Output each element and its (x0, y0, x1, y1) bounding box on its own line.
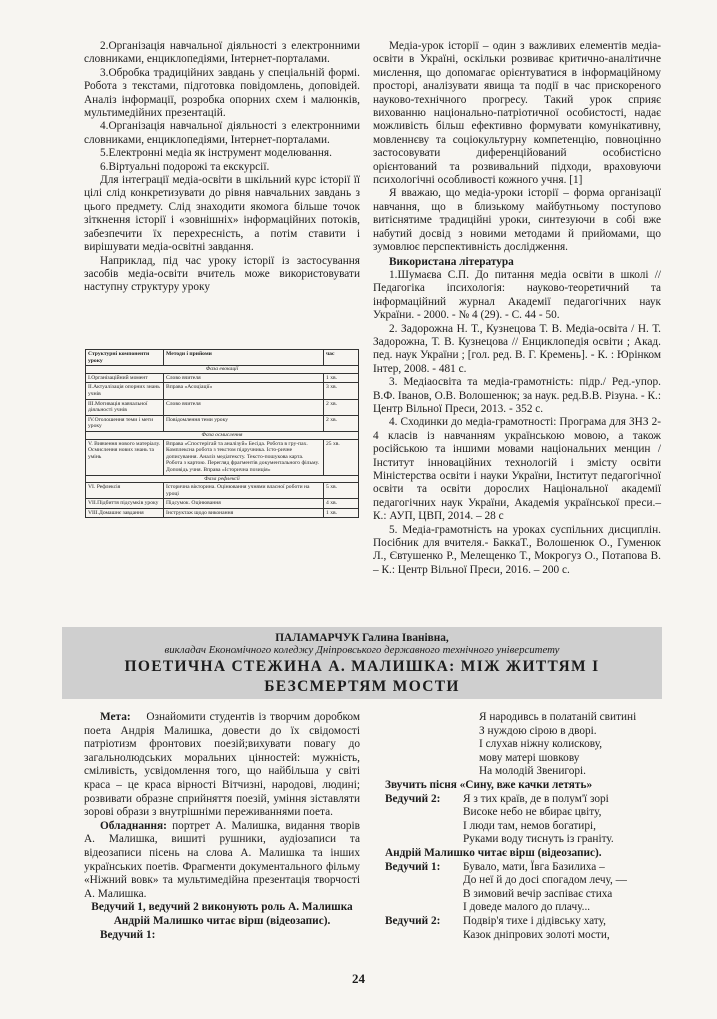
table-row (86, 415, 359, 431)
table-row (86, 439, 359, 475)
reads-poem-line: Андрій Малишко читає вірш (відеозапис). (113, 914, 331, 927)
speaker-line (385, 861, 663, 875)
paragraph: 2.Організація навчальної діяльності з електронними словниками, енциклопедіями, Інтернет-порталами. (84, 40, 360, 66)
equipment-paragraph (84, 820, 360, 902)
equipment-label: Обладнання: (100, 819, 167, 832)
table-cell: 4 хв. (324, 499, 359, 509)
table-cell: VII.Підбиття підсумків уроку (86, 499, 164, 509)
table-row (86, 399, 359, 415)
reference-item: 4. Сходинки до медіа-грамотності: Програма для ЗНЗ 2-4 класів із навчанням українською мовою, а також російською та іншими мовами національних менцин / Інститут інноваційних технологій і змісту освіти Міністерства освіти і науки України, Інститут педагогічної освіти та освіти дорослих Національної академії педагогічних наук України, Академія української преси.– К.: АУП, ЦВП, 2014. – 28 с (373, 416, 661, 523)
table-cell: 25 хв. (324, 439, 359, 475)
table-cell: 3 хв. (324, 383, 359, 399)
table-cell: II.Актуалізація опорних знань учнів (86, 383, 164, 399)
phase-title: Фаза осмислення (86, 431, 359, 439)
verse-line: Руками воду тиснуть із граніту. (463, 833, 614, 846)
verse-line: І люди там, немов богатирі, (463, 819, 596, 832)
paragraph: Для інтеграції медіа-освіти в шкільний курс історії її цілі слід конкретизувати до рівня навчальних завдань з цього предмету. Слід знаходити якомога більше точок зіткнення історії і «зовнішніх» інформаційних потоків, забезпечити їх перехресність, а потім ставити і вирішувати медіа-освітні завдання. (84, 174, 360, 254)
speaker-label: Ведучий 2: (385, 914, 441, 927)
author-name: ПАЛАМАРЧУК Галина Іванівна, (275, 632, 449, 644)
lower-right-column (385, 711, 663, 942)
left-column (84, 40, 360, 295)
reference-item: 5. Медіа-грамотність на уроках суспільних дисциплін. Посібник для вчителя.- БаккаТ., Волошенюк О., Гуменюк Л., Євтушенко Р., Мелещенко Т., Мокрогуз О., Потапова В. – К.: Центр Вільної Преси, 2016. – 200 с. (373, 523, 661, 576)
article-header-band (62, 627, 662, 699)
verse-line: Я з тих країв, де в полум'ї зорі (463, 792, 609, 805)
article-title-line: ПОЕТИЧНА СТЕЖИНА А. МАЛИШКА: МІЖ ЖИТТЯМ І (124, 658, 600, 675)
author-affiliation: викладач Економічного коледжу Дніпровського державного технічного університету (164, 644, 560, 656)
goal-label: Мета: (100, 711, 131, 723)
paragraph: Наприклад, під час уроку історії із застосування засобів медіа-освіти вчитель може використовувати наступну структуру уроку (84, 254, 360, 294)
table-cell: Історична вікторина. Оцінювання учнями власної роботи на уроці (164, 483, 324, 499)
table-cell: Вправа «Асоціації» (164, 383, 324, 399)
table-cell: III.Мотивація навчальної діяльності учнів (86, 399, 164, 415)
phase-title: Фаза рефлексії (86, 475, 359, 483)
article-title-line: БЕЗСМЕРТЯМ МОСТИ (264, 678, 460, 695)
speaker-line (385, 915, 663, 929)
table-cell: Вправа «Спостерігай та аналізуй» Бесіда. Робота в гру-пах. Комплексна робота з текстом підручника. Істо-ричне дописування. Аналіз медіатексту. Тексто-пошукова карта. Робота з картою. Перегляд фрагментів документального фільму. Доповідь учня. Вправа «Історична позиція» (164, 439, 324, 475)
paragraph: 3.Обробка традиційних завдань у спеціальній формі. Робота з текстами, підготовка повідомлень, доповідей. Аналіз інформації, розробка опорних схем і малюнків, мультимедійних презентацій. (84, 66, 360, 120)
table-cell: 5 хв. (324, 483, 359, 499)
paragraph: Я вважаю, що медіа-уроки історії – форма організації навчання, що в близькому майбутньому поступово витіснятиме традиційні уроки, синтезуючи в собі вже набутий досвід з новими методами й прийомами, що зумовлює перспективність дослідження. (373, 187, 661, 254)
table-cell: I.Організаційний момент (86, 373, 164, 383)
verse-line: Бувало, мати, Ївга Базилиха – (463, 860, 605, 873)
phase-row (86, 366, 359, 374)
verse-line: До неї й до досі спогадом лечу, — (463, 874, 627, 887)
right-column (373, 40, 661, 577)
table-cell: Слово вчителя (164, 373, 324, 383)
table-cell: V. Вивчення нового матеріалу. Осмислення нових знань та умінь (86, 439, 164, 475)
verse-line: І слухав ніжну колискову, (479, 738, 603, 751)
roles-line: Ведучий 1, ведучий 2 виконують роль А. Малишка (91, 901, 353, 914)
verse-line: Я народивсь в полатаній свитині (479, 711, 637, 723)
literature-heading: Використана література (389, 255, 514, 268)
reads-poem-line: Андрій Малишко читає вірш (відеозапис). (385, 846, 602, 859)
paragraph: 6.Віртуальні подорожі та екскурсії. (100, 160, 270, 173)
table-row (86, 483, 359, 499)
lesson-structure-table (85, 349, 359, 518)
verse-line: В зимовий вечір заспіває стиха (463, 887, 613, 900)
reference-item: 1.Шумаєва С.П. До питання медіа освіти в школі // Педагогіка іпсихологія: науково-теоретичний та інформаційний журнал Академії педагогічних наук України. - 2000. - № 4 (29). - С. 44 - 50. (373, 268, 661, 322)
table-header-cell: Методи і прийоми (164, 350, 324, 366)
verse-line: І доведе малого до плачу... (463, 901, 591, 914)
table-cell: IV.Оголошення теми і мети уроку (86, 415, 164, 431)
table-row (86, 508, 359, 518)
page-number: 24 (352, 971, 365, 986)
goal-paragraph (84, 711, 360, 820)
table-cell: 2 хв. (324, 415, 359, 431)
table-header-cell: Структурні компоненти уроку (86, 350, 164, 366)
verse-line: мову матері шовкову (479, 751, 580, 764)
table-cell: Інструктаж щодо виконання (164, 508, 324, 518)
reference-item: 2. Задорожна Н. Т., Кузнецова Т. В. Медіа-освіта / Н. Т. Задорожна, Т. В. Кузнецова // Енциклопедія освіти ; Акад. пед. наук України ; [гол. ред. В. Г. Кремень]. - К. : Юрінком Інтер, 2008. - 481 с. (373, 322, 661, 375)
table-cell: 1 хв. (324, 373, 359, 383)
phase-title: Фаза евокації (86, 366, 359, 374)
verse-line: Подвір'я тихе і дідівську хату, (463, 914, 606, 927)
speaker-line (385, 793, 663, 807)
table-cell: VIII.Домашнє завдання (86, 508, 164, 518)
table-header-cell: час (324, 350, 359, 366)
equipment-text: портрет А. Малишка, видання творів А. Малишка, вишиті рушники, аудіозаписи та відеозаписи пісень на слова А. Малишка та інших українських поетів. Фрагменти документального фільму «Ніжний вовк» та мультимедійна презентація творчості А. Малишка. (84, 819, 360, 900)
goal-text: Ознайомити студентів із творчим доробком поета Андрія Малишка, довести до їх свідомості патріотизм фронтових поезій;вихувати повагу до загальнолюдських моральних цінностей: мужність, сміливість, усвідомлення того, що найбільша у світі краса – це краса вірності Вітчизні, народові, людині; розвивати образне сприйняття поезій, уміння зіставляти зорові образи з внутрішніми переживаннями поета. (84, 711, 360, 819)
phase-row (86, 475, 359, 483)
table-cell: 1 хв. (324, 508, 359, 518)
reference-item: 3. Медіаосвіта та медіа-грамотність: підр./ Ред.-упор. В.Ф. Іванов, О.В. Волошенюк; за наук. ред.В.В. Різуна. - К.: Центр Вільної Преси, 2013. - 352 с. (373, 376, 661, 415)
phase-row (86, 431, 359, 439)
lower-left-column (84, 711, 360, 942)
speaker-label: Ведучий 1: (385, 860, 441, 873)
table-cell: Підсумок. Оцінювання (164, 499, 324, 509)
paragraph: 4.Організація навчальної діяльності з електронними словниками, енциклопедіями, Інтернет-порталами. (84, 120, 360, 146)
verse-line: На молодій Звенигорі. (479, 765, 587, 778)
speaker-label: Ведучий 2: (385, 792, 441, 805)
song-line: Звучить пісня «Сину, вже качки летять» (385, 778, 593, 791)
host1-label: Ведучий 1: (100, 928, 156, 941)
paragraph: Медіа-урок історії – один з важливих елементів медіа-освіти в Україні, оскільки розвиває критично-аналітичне мислення, що допомагає орієнтуватися в інформаційному просторі, аналізувати явища та події в час прискореного науково-технічного прогресу. Такий урок сприяє вихованню національно-патріотичної особистості, надає можливість більш ефективно формувати комунікативну, мовленнєву та соціокультурну компетенцію, повноцінно застосовувати диференційований особистісно орієнтований та розвивальний підходи, враховуючи психологічні особливості кожного учня. [1] (373, 40, 661, 187)
paragraph: 5.Електронні медіа як інструмент моделювання. (100, 147, 332, 160)
verse-line: Високе небо не вбирає цвіту, (463, 806, 602, 819)
table-cell: Слово вчителя (164, 399, 324, 415)
table-cell: Повідомлення теми уроку (164, 415, 324, 431)
table-row (86, 383, 359, 399)
verse-line: З нуждою сірою в дворі. (479, 724, 597, 737)
verse-line: Казок дніпрових золоті мости, (463, 928, 610, 941)
table-cell: 2 хв. (324, 399, 359, 415)
table-row (86, 373, 359, 383)
table-header-row (86, 350, 359, 366)
table-cell: VI. Рефлексія (86, 483, 164, 499)
table-row (86, 499, 359, 509)
